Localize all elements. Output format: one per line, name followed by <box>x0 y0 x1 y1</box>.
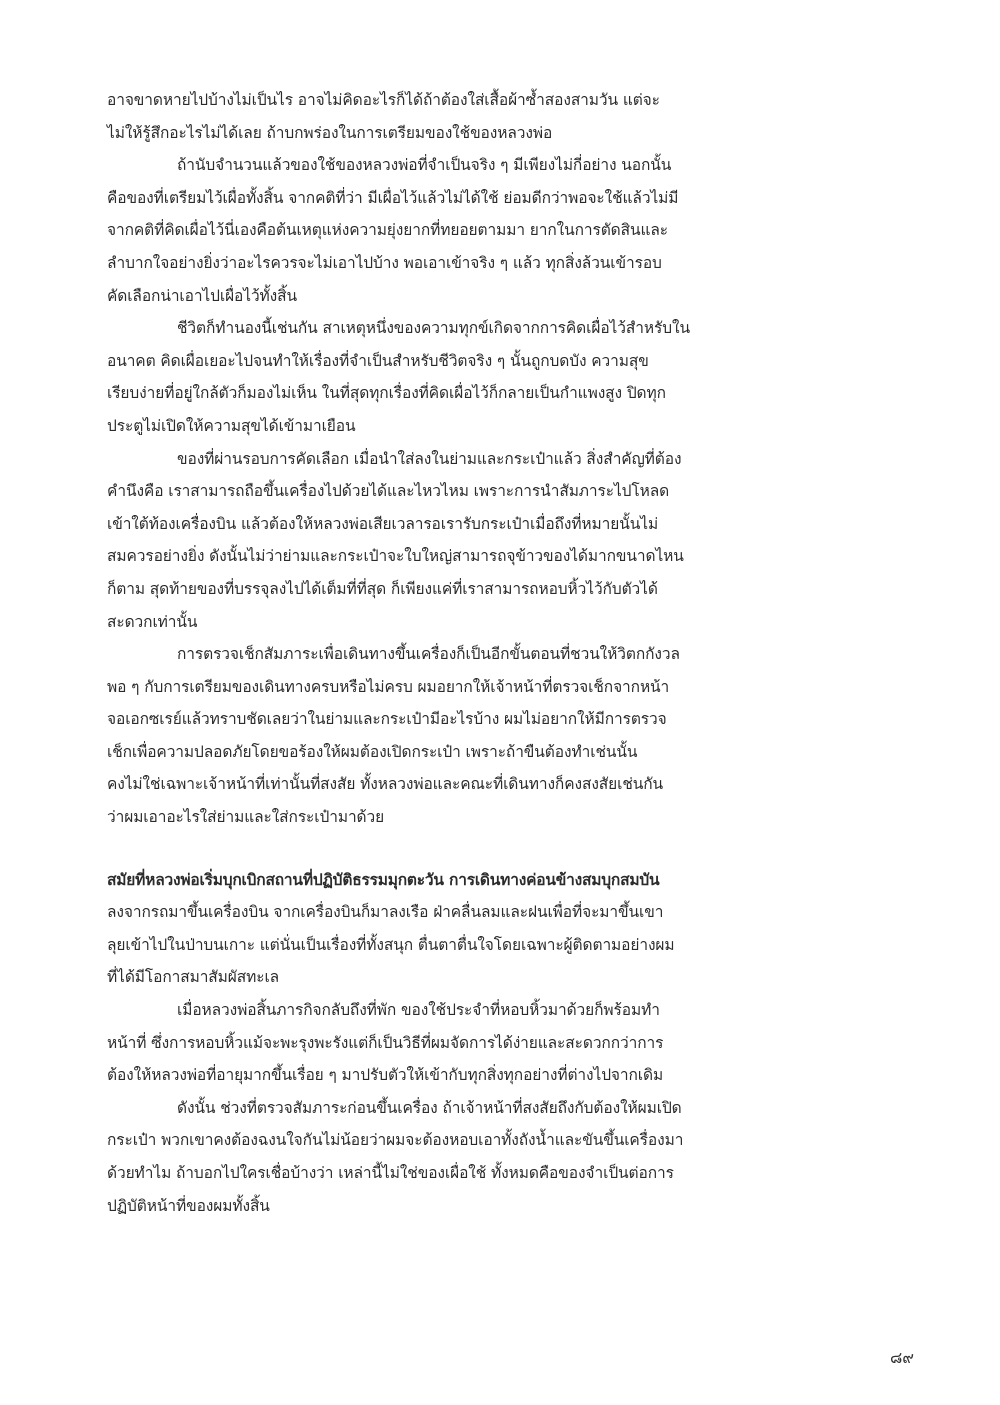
text-line: ก็ตาม สุดท้ายของที่บรรจุลงไปได้เต็มที่ที่สุด ก็เพียงแค่ที่เราสามารถหอบหิ้วไว้กับตัวได้ <box>107 579 658 598</box>
section-divider-space <box>107 834 797 864</box>
paragraph-2 <box>107 149 797 312</box>
text-line: ที่ได้มีโอกาสมาสัมผัสทะเล <box>107 968 280 987</box>
text-line: พอ ๆ กับการเตรียมของเดินทางครบหรือไม่ครบ ผมอยากให้เจ้าหน้าที่ตรวจเช็กจากหน้า <box>107 677 670 696</box>
text-line: จอเอกซเรย์แล้วทราบชัดเลยว่าในย่ามและกระเป๋ามีอะไรบ้าง ผมไม่อยากให้มีการตรวจ <box>107 710 667 729</box>
section-1 <box>107 84 797 834</box>
text-line: สะดวกเท่านั้น <box>107 612 198 631</box>
text-line: ดังนั้น ช่วงที่ตรวจสัมภาระก่อนขึ้นเครื่อง ถ้าเจ้าหน้าที่สงสัยถึงกับต้องให้ผมเปิด <box>177 1098 682 1117</box>
text-line: ไม่ให้รู้สึกอะไรไม่ได้เลย ถ้าบกพร่องในการเตรียมของใช้ของหลวงพ่อ <box>107 123 553 142</box>
text-line: การตรวจเช็กสัมภาระเพื่อเดินทางขึ้นเครื่องก็เป็นอีกขั้นตอนที่ชวนให้วิตกกังวล <box>177 645 680 664</box>
text-line: คัดเลือกน่าเอาไปเผื่อไว้ทั้งสิ้น <box>107 286 297 305</box>
text-line: ของที่ผ่านรอบการคัดเลือก เมื่อนำใส่ลงในย่ามและกระเป๋าแล้ว สิ่งสำคัญที่ต้อง <box>177 449 682 468</box>
text-line: หน้าที่ ซึ่งการหอบหิ้วแม้จะพะรุงพะรังแต่ก็เป็นวิธีที่ผมจัดการได้ง่ายและสะดวกกว่าการ <box>107 1033 664 1052</box>
paragraph-4 <box>107 443 797 639</box>
paragraph-1 <box>107 84 797 149</box>
text-line: เข้าใต้ท้องเครื่องบิน แล้วต้องให้หลวงพ่อเสียเวลารอเรารับกระเป๋าเมื่อถึงที่หมายนั้นไม่ <box>107 514 659 533</box>
text-line: ลุยเข้าไปในป่าบนเกาะ แต่นั่นเป็นเรื่องที่ทั้งสนุก ตื่นตาตื่นใจโดยเฉพาะผู้ติดตามอย่างผม <box>107 935 675 954</box>
section-heading: สมัยที่หลวงพ่อเริ่มบุกเบิกสถานที่ปฏิบัติธรรมมุกตะวัน การเดินทางค่อนข้างสมบุกสมบัน <box>107 870 660 889</box>
text-line: อาจขาดหายไปบ้างไม่เป็นไร อาจไม่คิดอะไรก็ได้ถ้าต้องใส่เสื้อผ้าซ้ำสองสามวัน แต่จะ <box>107 91 660 109</box>
text-line: เรียบง่ายที่อยู่ใกล้ตัวก็มองไม่เห็น ในที่สุดทุกเรื่องที่คิดเผื่อไว้ก็กลายเป็นกำแพงสูง ปิดทุก <box>107 384 666 403</box>
text-line: สมควรอย่างยิ่ง ดังนั้นไม่ว่าย่ามและกระเป๋าจะใบใหญ่สามารถจุข้าวของได้มากขนาดไหน <box>107 547 684 566</box>
text-line: คือของที่เตรียมไว้เผื่อทั้งสิ้น จากคติที่ว่า มีเผื่อไว้แล้วไม่ได้ใช้ ย่อมดีกว่าพอจะใช้แล้วไม่มี <box>107 188 679 207</box>
paragraph-6 <box>107 994 797 1092</box>
document-page <box>107 84 797 1222</box>
section-2 <box>107 864 797 1223</box>
text-line: ประตูไม่เปิดให้ความสุขได้เข้ามาเยือน <box>107 416 356 435</box>
text-line: อนาคต คิดเผื่อเยอะไปจนทำให้เรื่องที่จำเป็นสำหรับชีวิตจริง ๆ นั้นถูกบดบัง ความสุข <box>107 351 649 370</box>
section-heading-paragraph <box>107 864 797 994</box>
text-line: คำนึงคือ เราสามารถถือขึ้นเครื่องไปด้วยได้และไหวไหม เพราะการนำสัมภาระไปโหลด <box>107 482 670 501</box>
paragraph-7 <box>107 1092 797 1222</box>
paragraph-5 <box>107 638 797 834</box>
text-line: ว่าผมเอาอะไรใส่ย่ามและใส่กระเป๋ามาด้วย <box>107 808 385 827</box>
text-line: คงไม่ใช่เฉพาะเจ้าหน้าที่เท่านั้นที่สงสัย ทั้งหลวงพ่อและคณะที่เดินทางก็คงสงสัยเช่นกัน <box>107 775 664 794</box>
text-line: ถ้านับจำนวนแล้วของใช้ของหลวงพ่อที่จำเป็นจริง ๆ มีเพียงไม่กี่อย่าง นอกนั้น <box>177 156 672 175</box>
text-line: จากคติที่คิดเผื่อไว้นี่เองคือต้นเหตุแห่งความยุ่งยากที่ทยอยตามมา ยากในการตัดสินและ <box>107 221 669 240</box>
text-line: ลงจากรถมาขึ้นเครื่องบิน จากเครื่องบินก็มาลงเรือ ฝ่าคลื่นลมและฝนเพื่อที่จะมาขึ้นเขา <box>107 903 664 922</box>
text-line: ต้องให้หลวงพ่อที่อายุมากขึ้นเรื่อย ๆ มาปรับตัวให้เข้ากับทุกสิ่งทุกอย่างที่ต่างไปจากเดิม <box>107 1066 664 1085</box>
text-line: ด้วยทำไม ถ้าบอกไปใครเชื่อบ้างว่า เหล่านี้ไม่ใช่ของเผื่อใช้ ทั้งหมดคือของจำเป็นต่อการ <box>107 1164 674 1182</box>
page-number: ๘๙ <box>889 1348 914 1367</box>
text-line: ปฏิบัติหน้าที่ของผมทั้งสิ้น <box>107 1196 270 1215</box>
text-line: ชีวิตก็ทำนองนี้เช่นกัน สาเหตุหนึ่งของความทุกข์เกิดจากการคิดเผื่อไว้สำหรับใน <box>177 319 690 338</box>
paragraph-3 <box>107 312 797 442</box>
text-line: เมื่อหลวงพ่อสิ้นภารกิจกลับถึงที่พัก ของใช้ประจำที่หอบหิ้วมาด้วยก็พร้อมทำ <box>177 1001 660 1020</box>
text-line: กระเป๋า พวกเขาคงต้องฉงนใจกันไม่น้อยว่าผมจะต้องหอบเอาทั้งถังน้ำและขันขึ้นเครื่องมา <box>107 1131 684 1150</box>
text-line: เช็กเพื่อความปลอดภัยโดยขอร้องให้ผมต้องเปิดกระเป๋า เพราะถ้าขืนต้องทำเช่นนั้น <box>107 742 638 761</box>
text-line: ลำบากใจอย่างยิ่งว่าอะไรควรจะไม่เอาไปบ้าง พอเอาเข้าจริง ๆ แล้ว ทุกสิ่งล้วนเข้ารอบ <box>107 253 662 272</box>
